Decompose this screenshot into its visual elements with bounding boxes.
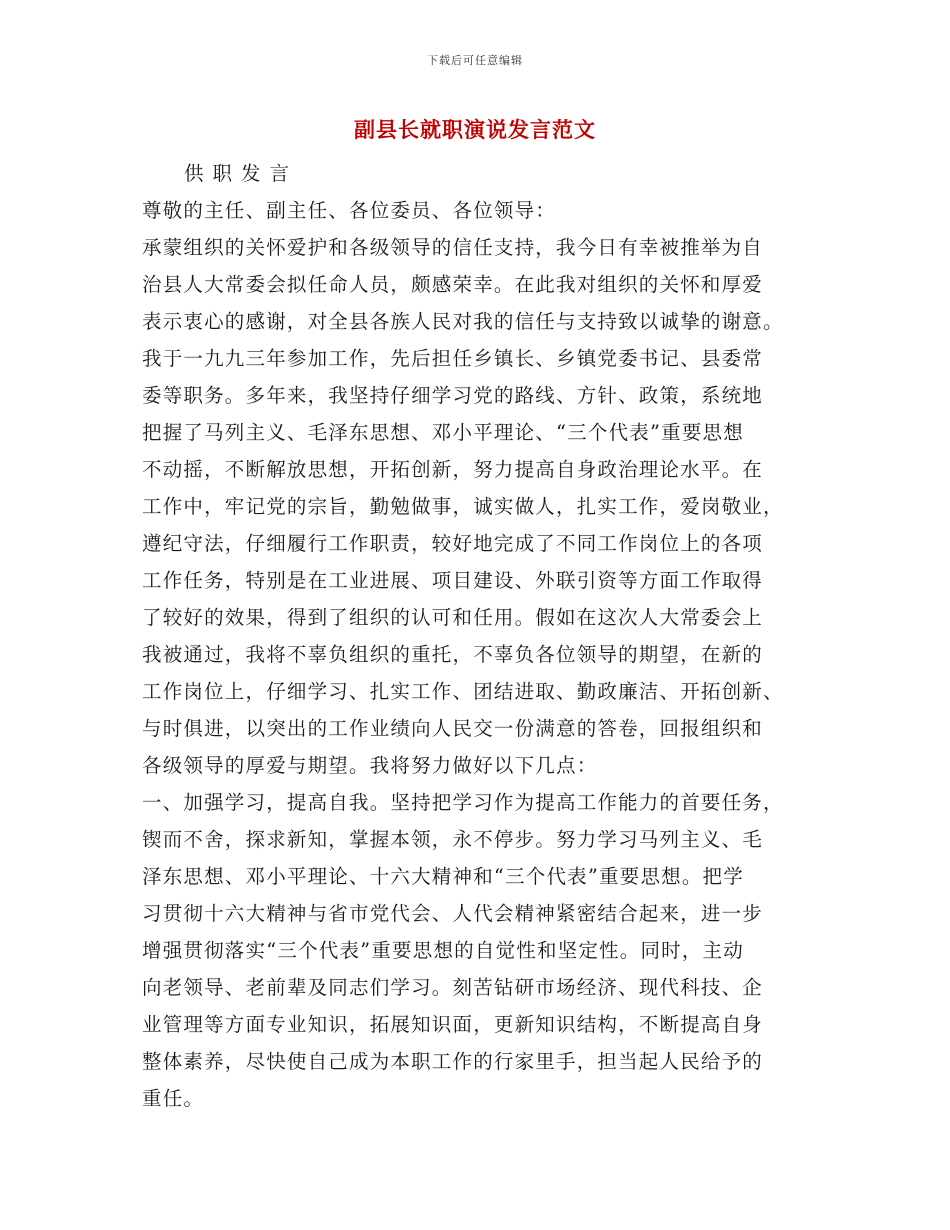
text-line: 增强贯彻落实“三个代表”重要思想的自觉性和坚定性。同时，主动 bbox=[142, 939, 744, 962]
text-line: 治县人大常委会拟任命人员，颇感荣幸。在此我对组织的关怀和厚爱 bbox=[142, 273, 764, 296]
text-line: 委等职务。多年来，我坚持仔细学习党的路线、方针、政策，系统地 bbox=[142, 384, 764, 407]
text-line: 锲而不舍，探求新知，掌握本领，永不停步。努力学习马列主义、毛 bbox=[142, 828, 764, 851]
text-line: 向老领导、老前辈及同志们学习。刻苦钻研市场经济、现代科技、企 bbox=[142, 976, 764, 999]
text-line: 把握了马列主义、毛泽东思想、邓小平理论、“三个代表”重要思想 bbox=[142, 421, 744, 444]
text-line: 遵纪守法，仔细履行工作职责，较好地完成了不同工作岗位上的各项 bbox=[142, 532, 764, 555]
document-title: 副县长就职演说发言范文 bbox=[354, 117, 596, 142]
text-line: 业管理等方面专业知识，拓展知识面，更新知识结构，不断提高自身 bbox=[142, 1013, 764, 1036]
text-line: 整体素养，尽快使自己成为本职工作的行家里手，担当起人民给予的 bbox=[142, 1050, 764, 1073]
text-line: 了较好的效果，得到了组织的认可和任用。假如在这次人大常委会上 bbox=[142, 606, 764, 629]
text-line: 表示衷心的感谢，对全县各族人民对我的信任与支持致以诚挚的谢意。 bbox=[142, 310, 784, 333]
text-line: 与时俱进，以突出的工作业绩向人民交一份满意的答卷，回报组织和 bbox=[142, 717, 764, 740]
text-line: 尊敬的主任、副主任、各位委员、各位领导： bbox=[142, 199, 557, 222]
text-line: 重任。 bbox=[142, 1087, 205, 1110]
text-line: 工作岗位上，仔细学习、扎实工作、团结进取、勤政廉洁、开拓创新、 bbox=[142, 680, 784, 703]
text-line: 各级领导的厚爱与期望。我将努力做好以下几点： bbox=[142, 754, 598, 777]
text-line: 我于一九九三年参加工作，先后担任乡镇长、乡镇党委书记、县委常 bbox=[142, 347, 764, 370]
subtitle: 供职发言 bbox=[184, 162, 299, 185]
header-note: 下载后可任意编辑 bbox=[427, 54, 523, 67]
document-body bbox=[142, 155, 812, 1117]
text-line: 承蒙组织的关怀爱护和各级领导的信任支持，我今日有幸被推举为自 bbox=[142, 236, 764, 259]
text-line: 一、加强学习，提高自我。坚持把学习作为提高工作能力的首要任务， bbox=[142, 791, 784, 814]
text-line: 泽东思想、邓小平理论、十六大精神和“三个代表”重要思想。把学 bbox=[142, 865, 744, 888]
text-line: 习贯彻十六大精神与省市党代会、人代会精神紧密结合起来，进一步 bbox=[142, 902, 764, 925]
text-line: 我被通过，我将不辜负组织的重托，不辜负各位领导的期望，在新的 bbox=[142, 643, 764, 666]
text-line: 工作任务，特别是在工业进展、项目建设、外联引资等方面工作取得 bbox=[142, 569, 764, 592]
text-line: 不动摇，不断解放思想，开拓创新，努力提高自身政治理论水平。在 bbox=[142, 458, 764, 481]
text-line: 工作中，牢记党的宗旨，勤勉做事，诚实做人，扎实工作，爱岗敬业， bbox=[142, 495, 784, 518]
